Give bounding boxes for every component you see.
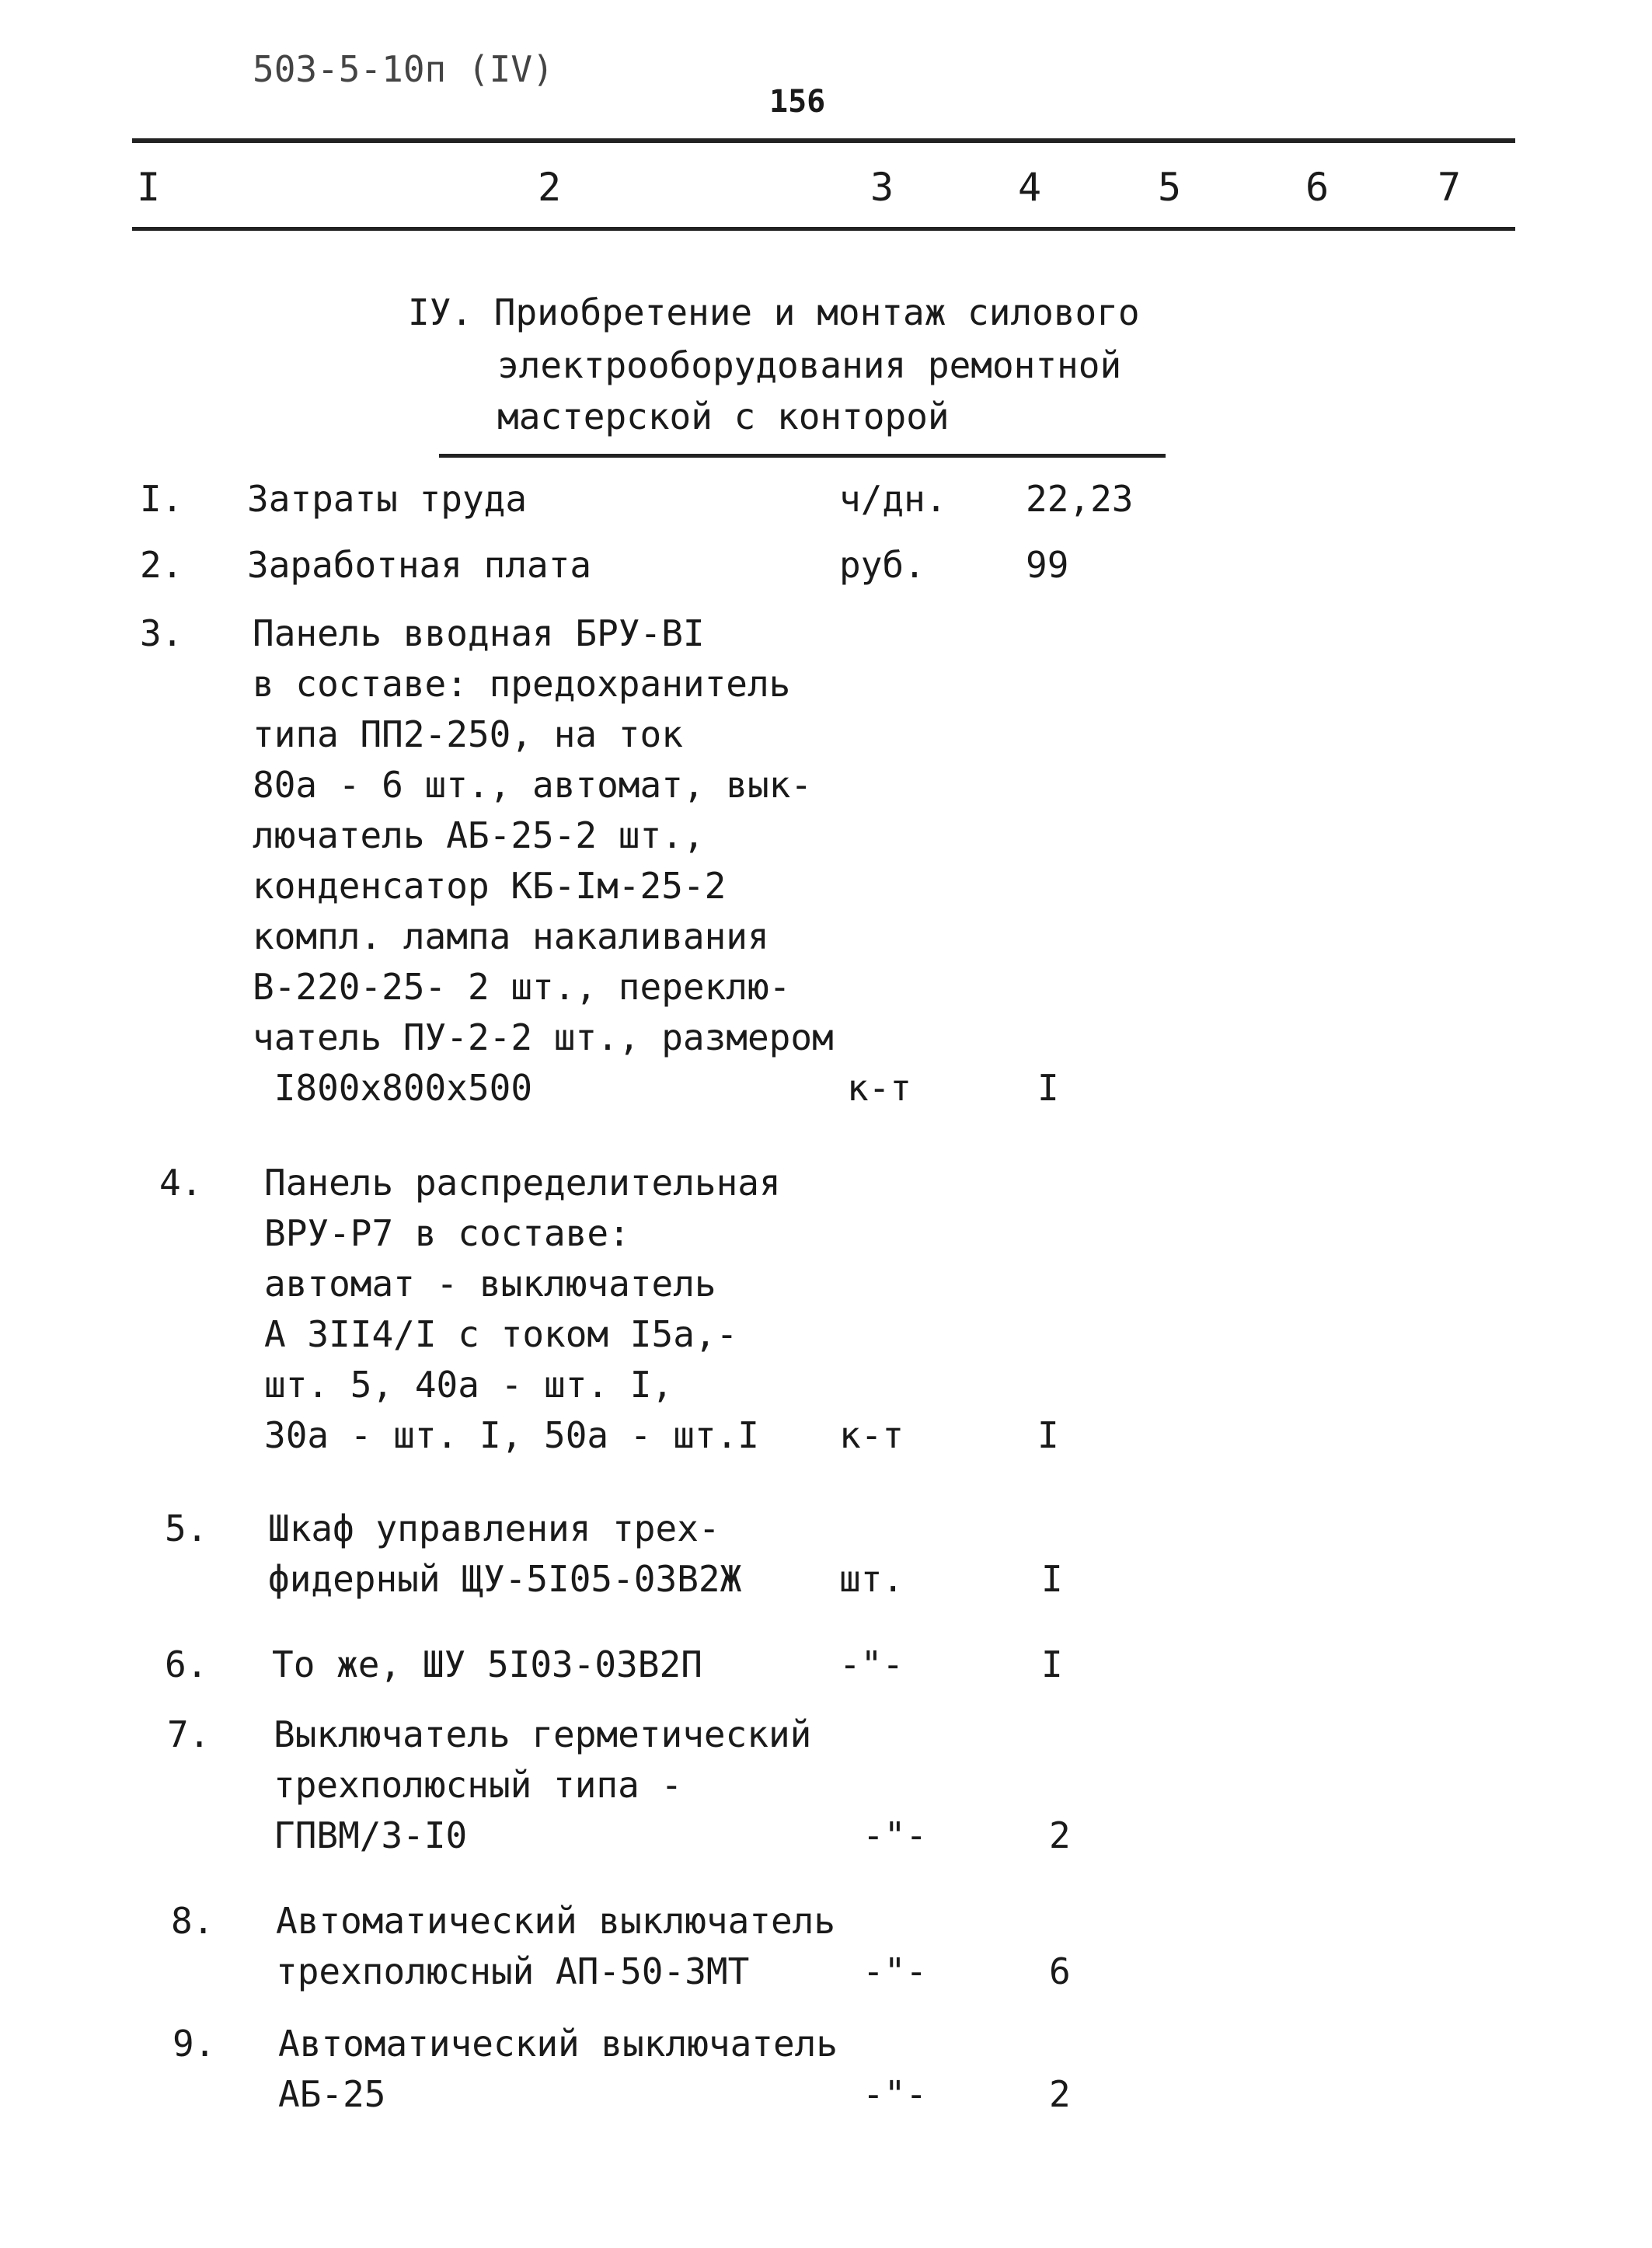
column-header-2: 2	[538, 165, 562, 210]
item-unit: к-т	[839, 1414, 904, 1456]
item-description-line: ВРУ-Р7 в составе:	[264, 1212, 630, 1254]
item-description-line: Выключатель герметический	[274, 1713, 812, 1755]
item-description-line: Затраты труда	[247, 478, 528, 520]
item-description-line: фидерный ЩУ-5I05-03В2Ж	[268, 1558, 742, 1600]
item-description-line: компл. лампа накаливания	[253, 915, 769, 957]
item-description-line: А 3II4/I с током I5а,-	[264, 1313, 738, 1355]
item-quantity: I	[1037, 1067, 1059, 1109]
item-description-line: То же, ШУ 5I03-03В2П	[272, 1643, 702, 1685]
item-description-line: 30а - шт. I, 50а - шт.I	[264, 1414, 759, 1456]
section-title-line: электрооборудования ремонтной	[497, 344, 1122, 386]
item-quantity: 99	[1026, 544, 1069, 586]
document-code: 503-5-10п (IV)	[253, 48, 554, 90]
item-description-line: трехполюсный типа -	[274, 1764, 683, 1806]
item-description-line: ГПВМ/3-I0	[274, 1814, 468, 1856]
column-header-6: 6	[1305, 165, 1330, 210]
section-underline	[439, 454, 1166, 458]
item-description-line: типа ПП2-250, на ток	[253, 713, 683, 755]
section-title-line: IУ. Приобретение и монтаж силового	[408, 291, 1140, 333]
item-quantity: I	[1041, 1558, 1063, 1600]
item-unit: -"-	[863, 1814, 928, 1856]
item-quantity: I	[1041, 1643, 1063, 1685]
item-quantity: 22,23	[1026, 478, 1134, 520]
item-unit: шт.	[839, 1558, 904, 1600]
item-description-line: В-220-25- 2 шт., переклю-	[253, 966, 791, 1008]
item-number: 5.	[165, 1507, 208, 1549]
item-description-line: Панель распределительная	[264, 1162, 781, 1204]
item-description-line: Шкаф управления трех-	[268, 1507, 720, 1549]
column-header-7: 7	[1438, 165, 1462, 210]
item-number: 6.	[165, 1643, 208, 1685]
table-top-rule	[132, 138, 1515, 143]
page-number: 156	[769, 84, 826, 120]
item-quantity: 6	[1049, 1950, 1071, 1992]
item-description-line: шт. 5, 40а - шт. I,	[264, 1364, 674, 1406]
column-header-1: I	[137, 165, 161, 210]
item-description-line: Автоматический выключатель	[276, 1900, 836, 1942]
item-unit: -"-	[863, 2073, 928, 2115]
item-unit: -"-	[863, 1950, 928, 1992]
item-quantity: 2	[1049, 2073, 1071, 2115]
item-number: 8.	[171, 1900, 214, 1942]
item-number: 2.	[140, 544, 183, 586]
item-description-line: 80а - 6 шт., автомат, вык-	[253, 764, 813, 806]
item-description-line: Заработная плата	[247, 544, 592, 586]
column-header-5: 5	[1158, 165, 1182, 210]
item-description-line: I800х800х500	[253, 1067, 533, 1109]
item-description-line: АБ-25	[278, 2073, 386, 2115]
item-description-line: Автоматический выключатель	[278, 2023, 838, 2065]
item-description-line: Панель вводная БРУ-ВI	[253, 612, 705, 654]
item-unit: к-т	[847, 1067, 912, 1109]
column-header-4: 4	[1018, 165, 1042, 210]
item-description-line: в составе: предохранитель	[253, 663, 791, 705]
item-number: 7.	[167, 1713, 211, 1755]
section-title-line: мастерской с конторой	[497, 396, 950, 437]
item-description-line: конденсатор КБ-Iм-25-2	[253, 865, 727, 907]
item-description-line: автомат - выключатель	[264, 1263, 716, 1305]
item-quantity: I	[1037, 1414, 1059, 1456]
item-number: 3.	[140, 612, 183, 654]
item-description-line: лючатель АБ-25-2 шт.,	[253, 814, 705, 856]
table-header-rule	[132, 227, 1515, 231]
column-header-3: 3	[870, 165, 894, 210]
item-quantity: 2	[1049, 1814, 1071, 1856]
item-number: 4.	[159, 1162, 203, 1204]
item-description-line: трехполюсный АП-50-3МТ	[276, 1950, 750, 1992]
item-number: I.	[140, 478, 183, 520]
item-unit: руб.	[839, 544, 925, 586]
item-unit: -"-	[839, 1643, 904, 1685]
item-unit: ч/дн.	[839, 478, 947, 520]
item-description-line: чатель ПУ-2-2 шт., размером	[253, 1016, 834, 1058]
item-number: 9.	[173, 2023, 216, 2065]
